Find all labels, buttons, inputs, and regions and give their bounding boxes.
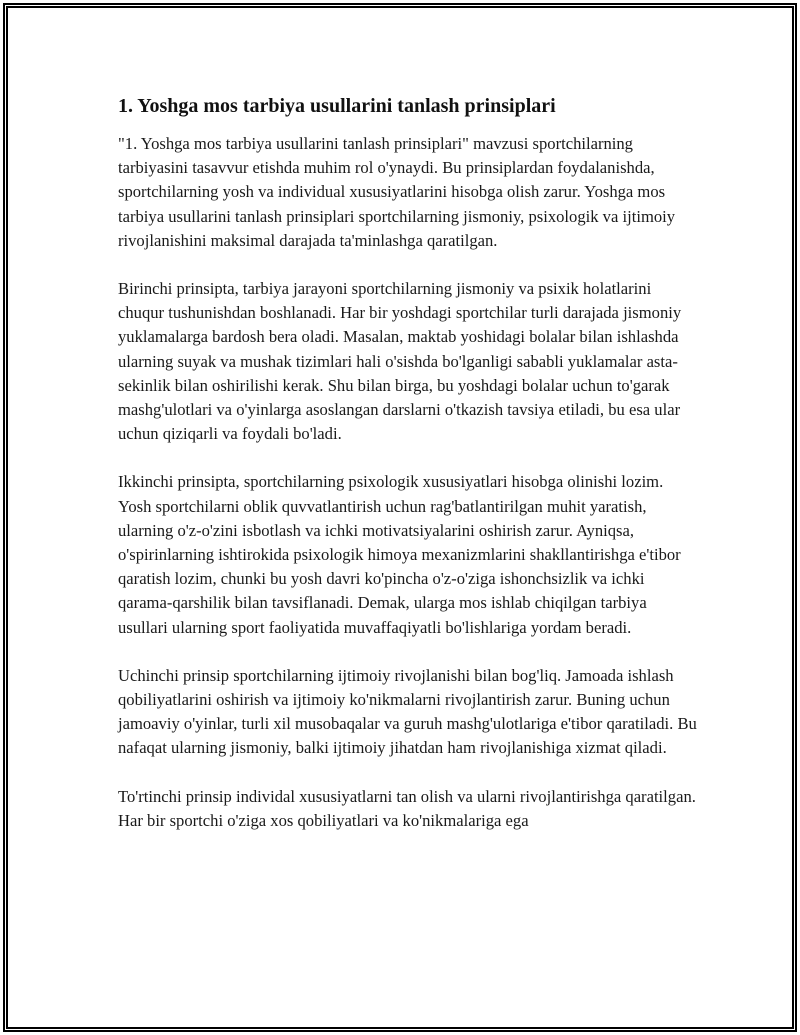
paragraph-intro: "1. Yoshga mos tarbiya usullarini tanlash prinsiplari" mavzusi sportchilarning tarbiyasini tasavvur etishda muhim rol o'ynaydi. Bu prinsiplardan foydalanishda, sportchilarning yosh va individual xususiyatlarini hisobga olish zarur. Yoshga mos tarbiya usullarini tanlash prinsiplari sportchilarning jismoniy, psixologik va ijtimoiy rivojlanishini maksimal darajada ta'minlashga qaratilgan. xyxy=(118,134,676,250)
paragraph-first-principle: Birinchi prinsipta, tarbiya jarayoni sportchilarning jismoniy va psixik holatlarini chuqur tushunishdan boshlanadi. Har bir yoshdagi sportchilar turli darajada jismoniy yuklamalarga bardosh bera oladi. Masalan, maktab yoshidagi bolalar bilan ishlashda ularning suyak va mushak tizimlari hali o'sishda bo'lganligi sababli yuklamalar asta-sekinlik bilan oshirilishi kerak. Shu bilan birga, bu yoshdagi bolalar uchun to'garak mashg'ulotlari va o'yinlarga asoslangan darslarni o'tkazish tavsiya etiladi, bu esa ular uchun qiziqarli va foydali bo'ladi. xyxy=(118,279,682,444)
section-heading: 1. Yoshga mos tarbiya usullarini tanlash prinsiplari xyxy=(118,95,556,117)
document-body xyxy=(118,92,698,857)
paragraph-fourth-principle: To'rtinchi prinsip individal xususiyatlarni tan olish va ularni rivojlantirishga qaratilgan. Har bir sportchi o'ziga xos qobiliyatlari va ko'nikmalariga ega xyxy=(118,786,696,830)
paragraph-third-principle: Uchinchi prinsip sportchilarning ijtimoiy rivojlanishi bilan bog'liq. Jamoada ishlash qobiliyatlarini oshirish va ijtimoiy ko'nikmalarni rivojlantirish zarur. Buning uchun jamoaviy o'yinlar, turli xil musobaqalar va guruh mashg'ulotlariga e'tibor qaratiladi. Bu nafaqat ularning jismoniy, balki ijtimoiy jihatdan ham rivojlanishiga xizmat qiladi. xyxy=(118,665,697,758)
paragraph-second-principle: Ikkinchi prinsipta, sportchilarning psixologik xususiyatlari hisobga olinishi lozim. Yosh sportchilarni oblik quvvatlantirish uchun rag'batlantirilgan muhit yaratish, ularning o'z-o'zini isbotlash va ichki motivatsiyalarini oshirish zarur. Ayniqsa, o'spirinlarning ishtirokida psixologik himoya mexanizmlarini shakllantirishga e'tibor qaratish lozim, chunki bu yosh davri ko'pincha o'z-o'ziga ishonchsizlik va ichki qarama-qarshilik bilan tavsiflanadi. Demak, ularga mos ishlab chiqilgan tarbiya usullari ularning sport faoliyatida muvaffaqiyatli bo'lishlariga yordam beradi. xyxy=(118,472,681,637)
